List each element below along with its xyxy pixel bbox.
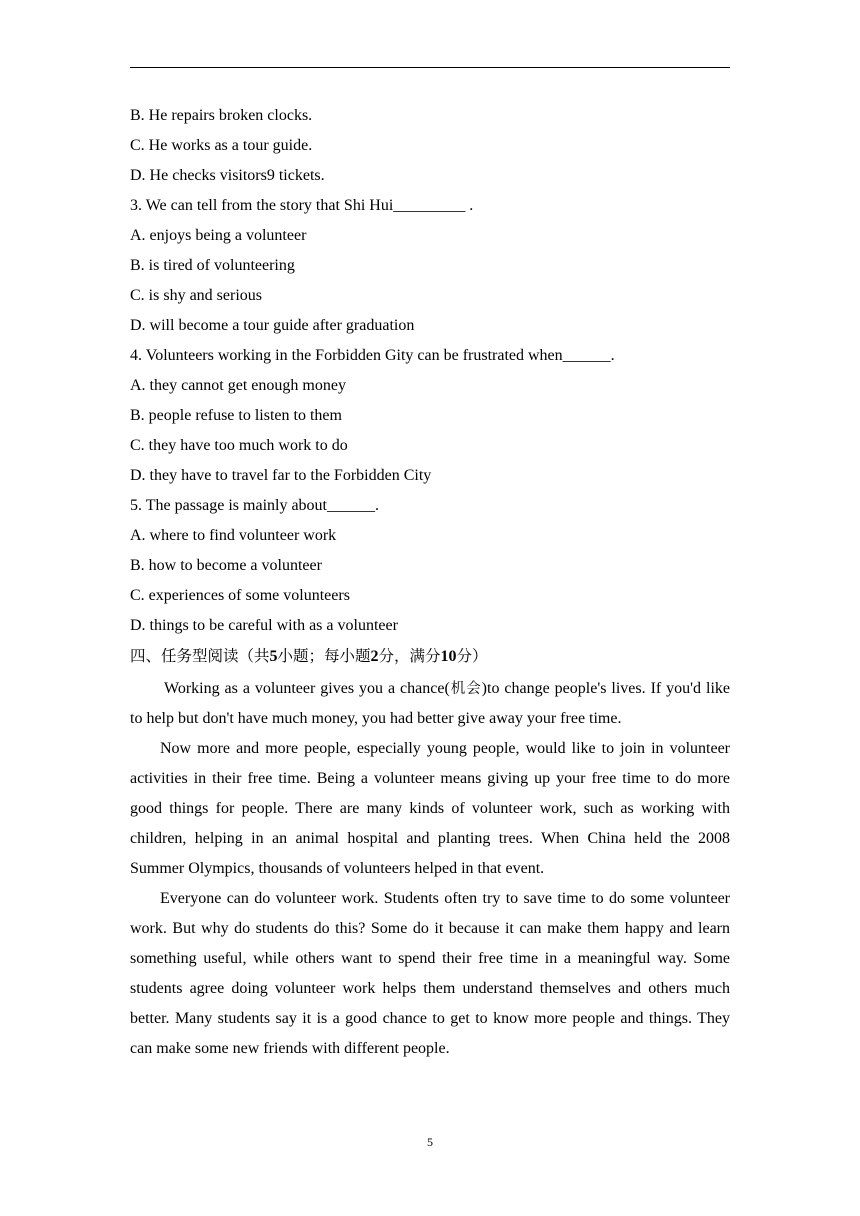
option-3b: B. is tired of volunteering <box>130 257 295 274</box>
question-3: 3. We can tell from the story that Shi Hui_________ . <box>130 197 474 214</box>
option-4d: D. they have to travel far to the Forbidden City <box>130 467 432 484</box>
heading-num-points: 2 <box>370 648 379 665</box>
p1-text-b: )to change people's lives. If you'd like to help but don't have much money, you had better give away your free time. <box>130 680 731 727</box>
p1-cjk-gloss: 机会 <box>449 681 482 697</box>
option-2c: C. He works as a tour guide. <box>130 137 313 154</box>
option-3a: A. enjoys being a volunteer <box>130 227 307 244</box>
option-4b: B. people refuse to listen to them <box>130 407 342 424</box>
p1-text-a: Working as a volunteer gives you a chance( <box>164 680 450 697</box>
heading-part-b: 小题；每小题 <box>277 647 371 665</box>
passage-paragraph-1 <box>130 674 730 734</box>
option-2b: B. He repairs broken clocks. <box>130 107 313 124</box>
page-number: 5 <box>427 1135 433 1149</box>
passage-paragraph-3: Everyone can do volunteer work. Students often try to save time to do some volunteer work. But why do students do this? Some do it because it can make them happy and learn something useful, while others want to spend their free time in a meaningful way. Some students agree doing volunteer work helps them understand themselves and others much better. Many students say it is a good chance to get to know more people and things. They can make some new friends with different people. <box>130 890 730 1057</box>
option-5b: B. how to become a volunteer <box>130 557 322 574</box>
heading-part-d: 分） <box>456 647 488 665</box>
heading-part-a: 四、任务型阅读（共 <box>130 647 270 665</box>
option-4c: C. they have too much work to do <box>130 437 348 454</box>
option-5d: D. things to be careful with as a volunteer <box>130 617 398 634</box>
option-3d: D. will become a tour guide after graduation <box>130 317 415 334</box>
option-3c: C. is shy and serious <box>130 287 262 304</box>
option-4a: A. they cannot get enough money <box>130 377 346 394</box>
option-2d: D. He checks visitors9 tickets. <box>130 167 325 184</box>
heading-num-total: 10 <box>440 648 457 665</box>
section-heading <box>130 641 730 671</box>
option-5a: A. where to find volunteer work <box>130 527 337 544</box>
heading-part-c: 分，满分 <box>378 647 441 665</box>
option-5c: C. experiences of some volunteers <box>130 587 350 604</box>
question-5: 5. The passage is mainly about______. <box>130 497 379 514</box>
question-4: 4. Volunteers working in the Forbidden Gity can be frustrated when______. <box>130 347 615 364</box>
header-rule <box>130 67 730 68</box>
passage-paragraph-2: Now more and more people, especially young people, would like to join in volunteer activities in their free time. Being a volunteer means giving up your free time to do more good things for people. There are many kinds of volunteer work, such as working with children, helping in an animal hospital and planting trees. When China held the 2008 Summer Olympics, thousands of volunteers helped in that event. <box>130 740 730 877</box>
heading-num-questions: 5 <box>269 648 278 665</box>
page-content <box>130 101 730 1064</box>
